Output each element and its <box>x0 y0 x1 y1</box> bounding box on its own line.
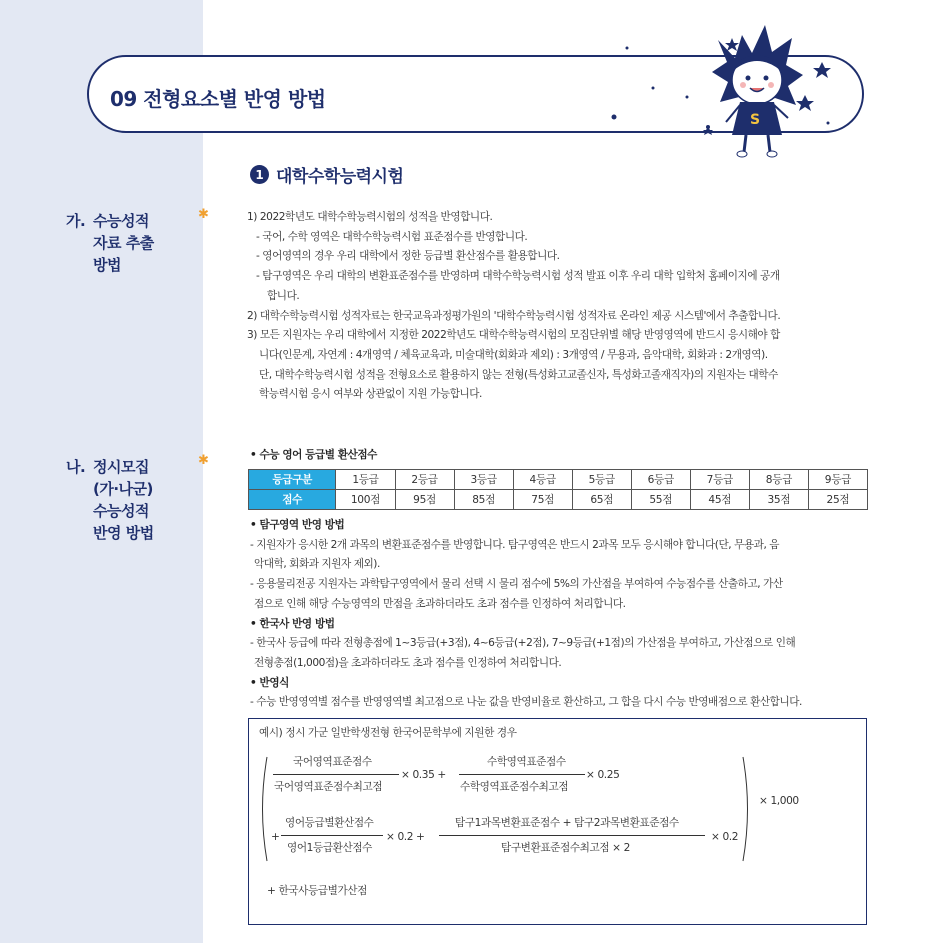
english-grade-table <box>248 469 868 510</box>
formula-denominator: 탐구변환표준점수최고점 × 2 <box>501 842 630 854</box>
formula-numerator: 수학영역표준점수 <box>487 756 566 768</box>
table-cell: 8등급 <box>749 470 808 490</box>
total-multiplier: × 1,000 <box>759 795 799 807</box>
history-bonus-term: + 한국사등급별가산점 <box>267 885 367 897</box>
english-table-title: • 수능 영어 등급별 환산점수 <box>250 449 377 461</box>
formula-numerator: 탐구1과목변환표준점수 + 탐구2과목변환표준점수 <box>455 817 679 829</box>
mascot-illustration <box>600 10 840 160</box>
part-a-marker: 가. <box>66 212 86 230</box>
section-number-badge: 1 <box>250 165 269 184</box>
table-cell: 4등급 <box>513 470 572 490</box>
table-header-cell: 등급구분 <box>249 470 336 490</box>
example-caption: 예시) 정시 가군 일반학생전형 한국어문학부에 지원한 경우 <box>259 727 517 739</box>
table-cell: 7등급 <box>690 470 749 490</box>
formula-multiplier: × 0.35 + <box>401 769 446 781</box>
asterisk-icon: ✱ <box>198 453 209 468</box>
table-cell: 5등급 <box>572 470 631 490</box>
table-header-cell: 점수 <box>249 490 336 510</box>
example-formula-box <box>248 718 867 925</box>
table-row <box>249 470 868 490</box>
table-cell: 55점 <box>631 490 690 510</box>
formula-denominator: 수학영역표준점수최고점 <box>460 781 569 793</box>
part-a-label: 가. 수능성적 자료 추출 방법 <box>66 212 154 274</box>
fraction-line <box>459 774 585 775</box>
left-bracket-icon <box>255 755 269 863</box>
table-cell: 9등급 <box>808 470 867 490</box>
right-bracket-icon <box>741 755 755 863</box>
table-cell: 6등급 <box>631 470 690 490</box>
fraction-line <box>281 835 383 836</box>
fraction-line <box>273 774 399 775</box>
svg-text:S: S <box>750 112 761 128</box>
part-b-label: 나. 정시모집 (가·나군) 수능성적 반영 방법 <box>66 458 154 542</box>
page-title: 09 전형요소별 반영 방법 <box>110 87 326 111</box>
star-icons <box>612 38 832 135</box>
section-title: 대학수학능력시험 <box>276 167 404 187</box>
formula-multiplier: × 0.2 + <box>386 831 425 843</box>
formula-numerator: 영어등급별환산점수 <box>285 817 374 829</box>
table-cell: 25점 <box>808 490 867 510</box>
section-heading <box>250 162 403 187</box>
table-cell: 45점 <box>690 490 749 510</box>
table-cell: 95점 <box>395 490 454 510</box>
table-cell: 75점 <box>513 490 572 510</box>
part-b-body: • 탐구영역 반영 방법 - 지원자가 응시한 2개 과목의 변환표준점수를 반영합니다. 탐구영역은 반드시 2과목 모두 응시해야 합니다(단, 무용과, 음 악대학, 회화과 지원자 제외). - 응용물리전공 지원자는 과학탐구영역에서 물리 선택 시 물리 점수에 5%의 가산점을 부여하여 수능점수를 산출하고, 가산 점으로 인해 해당 수능영역의 만점을 초과하더라도 초과 점수를 인정하여 처리합니다. • 한국사 반영 방법 - 한국사 등급에 따라 전형총점에 1~3등급(+3점), 4~6등급(+2점), 7~9등급(+1점)의 가산점을 부여하고, 가산점으로 인해 전형총점(1,000점)을 초과하더라도 초과 점수를 인정하여 처리합니다. • 반영식 - 수능 반영영역별 점수를 반영영역별 최고점으로 나눈 값을 반영비율로 환산하고, 그 합을 다시 수능 반영배점으로 환산합니다. <box>250 519 802 709</box>
table-cell: 2등급 <box>395 470 454 490</box>
asterisk-icon: ✱ <box>198 207 209 222</box>
table-row <box>249 490 868 510</box>
table-cell: 100점 <box>336 490 395 510</box>
formula-denominator: 국어영역표준점수최고점 <box>274 781 383 793</box>
table-cell: 35점 <box>749 490 808 510</box>
part-a-body: 1) 2022학년도 대학수학능력시험의 성적을 반영합니다. - 국어, 수학 영역은 대학수학능력시험 표준점수를 반영합니다. - 영어영역의 경우 우리 대학에서 정한 등급별 환산점수를 활용합니다. - 탐구영역은 우리 대학의 변환표준점수를 반영하며 대학수학능력시험 성적 발표 이후 우리 대학 입학처 홈페이지에 공개 합니다. 2) 대학수학능력시험 성적자료는 한국교육과정평가원의 '대학수학능력시험 성적자료 온라인 제공 시스템'에서 추출합니다. 3) 모든 지원자는 우리 대학에서 지정한 2022학년도 대학수학능력시험의 모집단위별 해당 반영영역에 반드시 응시해야 합 니다(인문계, 자연계 : 4개영역 / 체육교육과, 미술대학(회화과 제외) : 3개영역 / 무용과, 음악대학, 회화과 : 2개영역). 단, 대학수학능력시험 성적을 전형요소로 활용하지 않는 전형(특성화고교졸신자, 특성화고졸재직자)의 지원자는 대학수 학능력시험 응시 여부와 상관없이 지원 가능합니다. <box>247 211 781 401</box>
table-cell: 85점 <box>454 490 513 510</box>
formula-denominator: 영어1등급환산점수 <box>287 842 373 854</box>
table-cell: 1등급 <box>336 470 395 490</box>
table-cell: 65점 <box>572 490 631 510</box>
formula-multiplier: × 0.2 <box>711 831 739 843</box>
formula-multiplier: × 0.25 <box>586 769 620 781</box>
plus-sign: + <box>271 831 280 843</box>
part-b-marker: 나. <box>66 458 86 476</box>
formula-numerator: 국어영역표준점수 <box>293 756 372 768</box>
fraction-line <box>439 835 705 836</box>
table-cell: 3등급 <box>454 470 513 490</box>
